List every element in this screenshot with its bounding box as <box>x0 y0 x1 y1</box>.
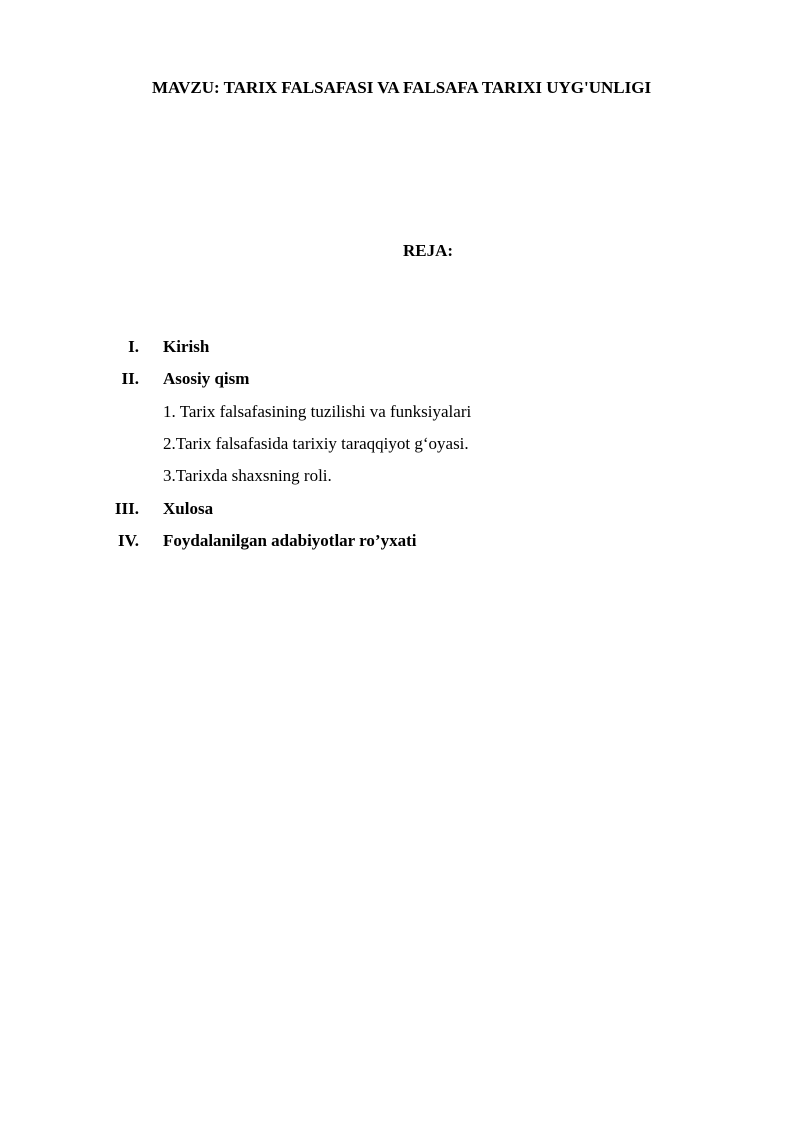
plan-item-references <box>0 530 800 552</box>
plan-item-main-part <box>0 368 800 390</box>
plan-item-label: Foydalanilgan adabiyotlar ro’yxati <box>163 531 417 550</box>
plan-subitem-label: 3.Tarixda shaxsning roli. <box>163 466 332 485</box>
plan-item-number: I. <box>128 337 139 356</box>
plan-subitem-label: 2.Tarix falsafasida tarixiy taraqqiyot g‘oyasi. <box>163 434 469 453</box>
plan-item-number: IV. <box>118 531 139 550</box>
plan-item-number: III. <box>114 499 139 518</box>
plan-subitem-2 <box>0 433 800 455</box>
plan-item-number: II. <box>121 369 139 388</box>
plan-item-introduction <box>0 336 800 358</box>
plan-subitem-1 <box>0 401 800 423</box>
plan-heading: REJA: <box>402 241 454 260</box>
plan-item-label: Xulosa <box>163 499 214 518</box>
plan-subitem-label: 1. Tarix falsafasining tuzilishi va funksiyalari <box>163 402 472 421</box>
document-title: MAVZU: TARIX FALSAFASI VA FALSAFA TARIXI UYG'UNLIGI <box>152 78 652 97</box>
plan-item-conclusion <box>0 498 800 520</box>
plan-item-label: Kirish <box>163 337 210 356</box>
plan-item-label: Asosiy qism <box>163 369 250 388</box>
plan-subitem-3 <box>0 465 800 487</box>
